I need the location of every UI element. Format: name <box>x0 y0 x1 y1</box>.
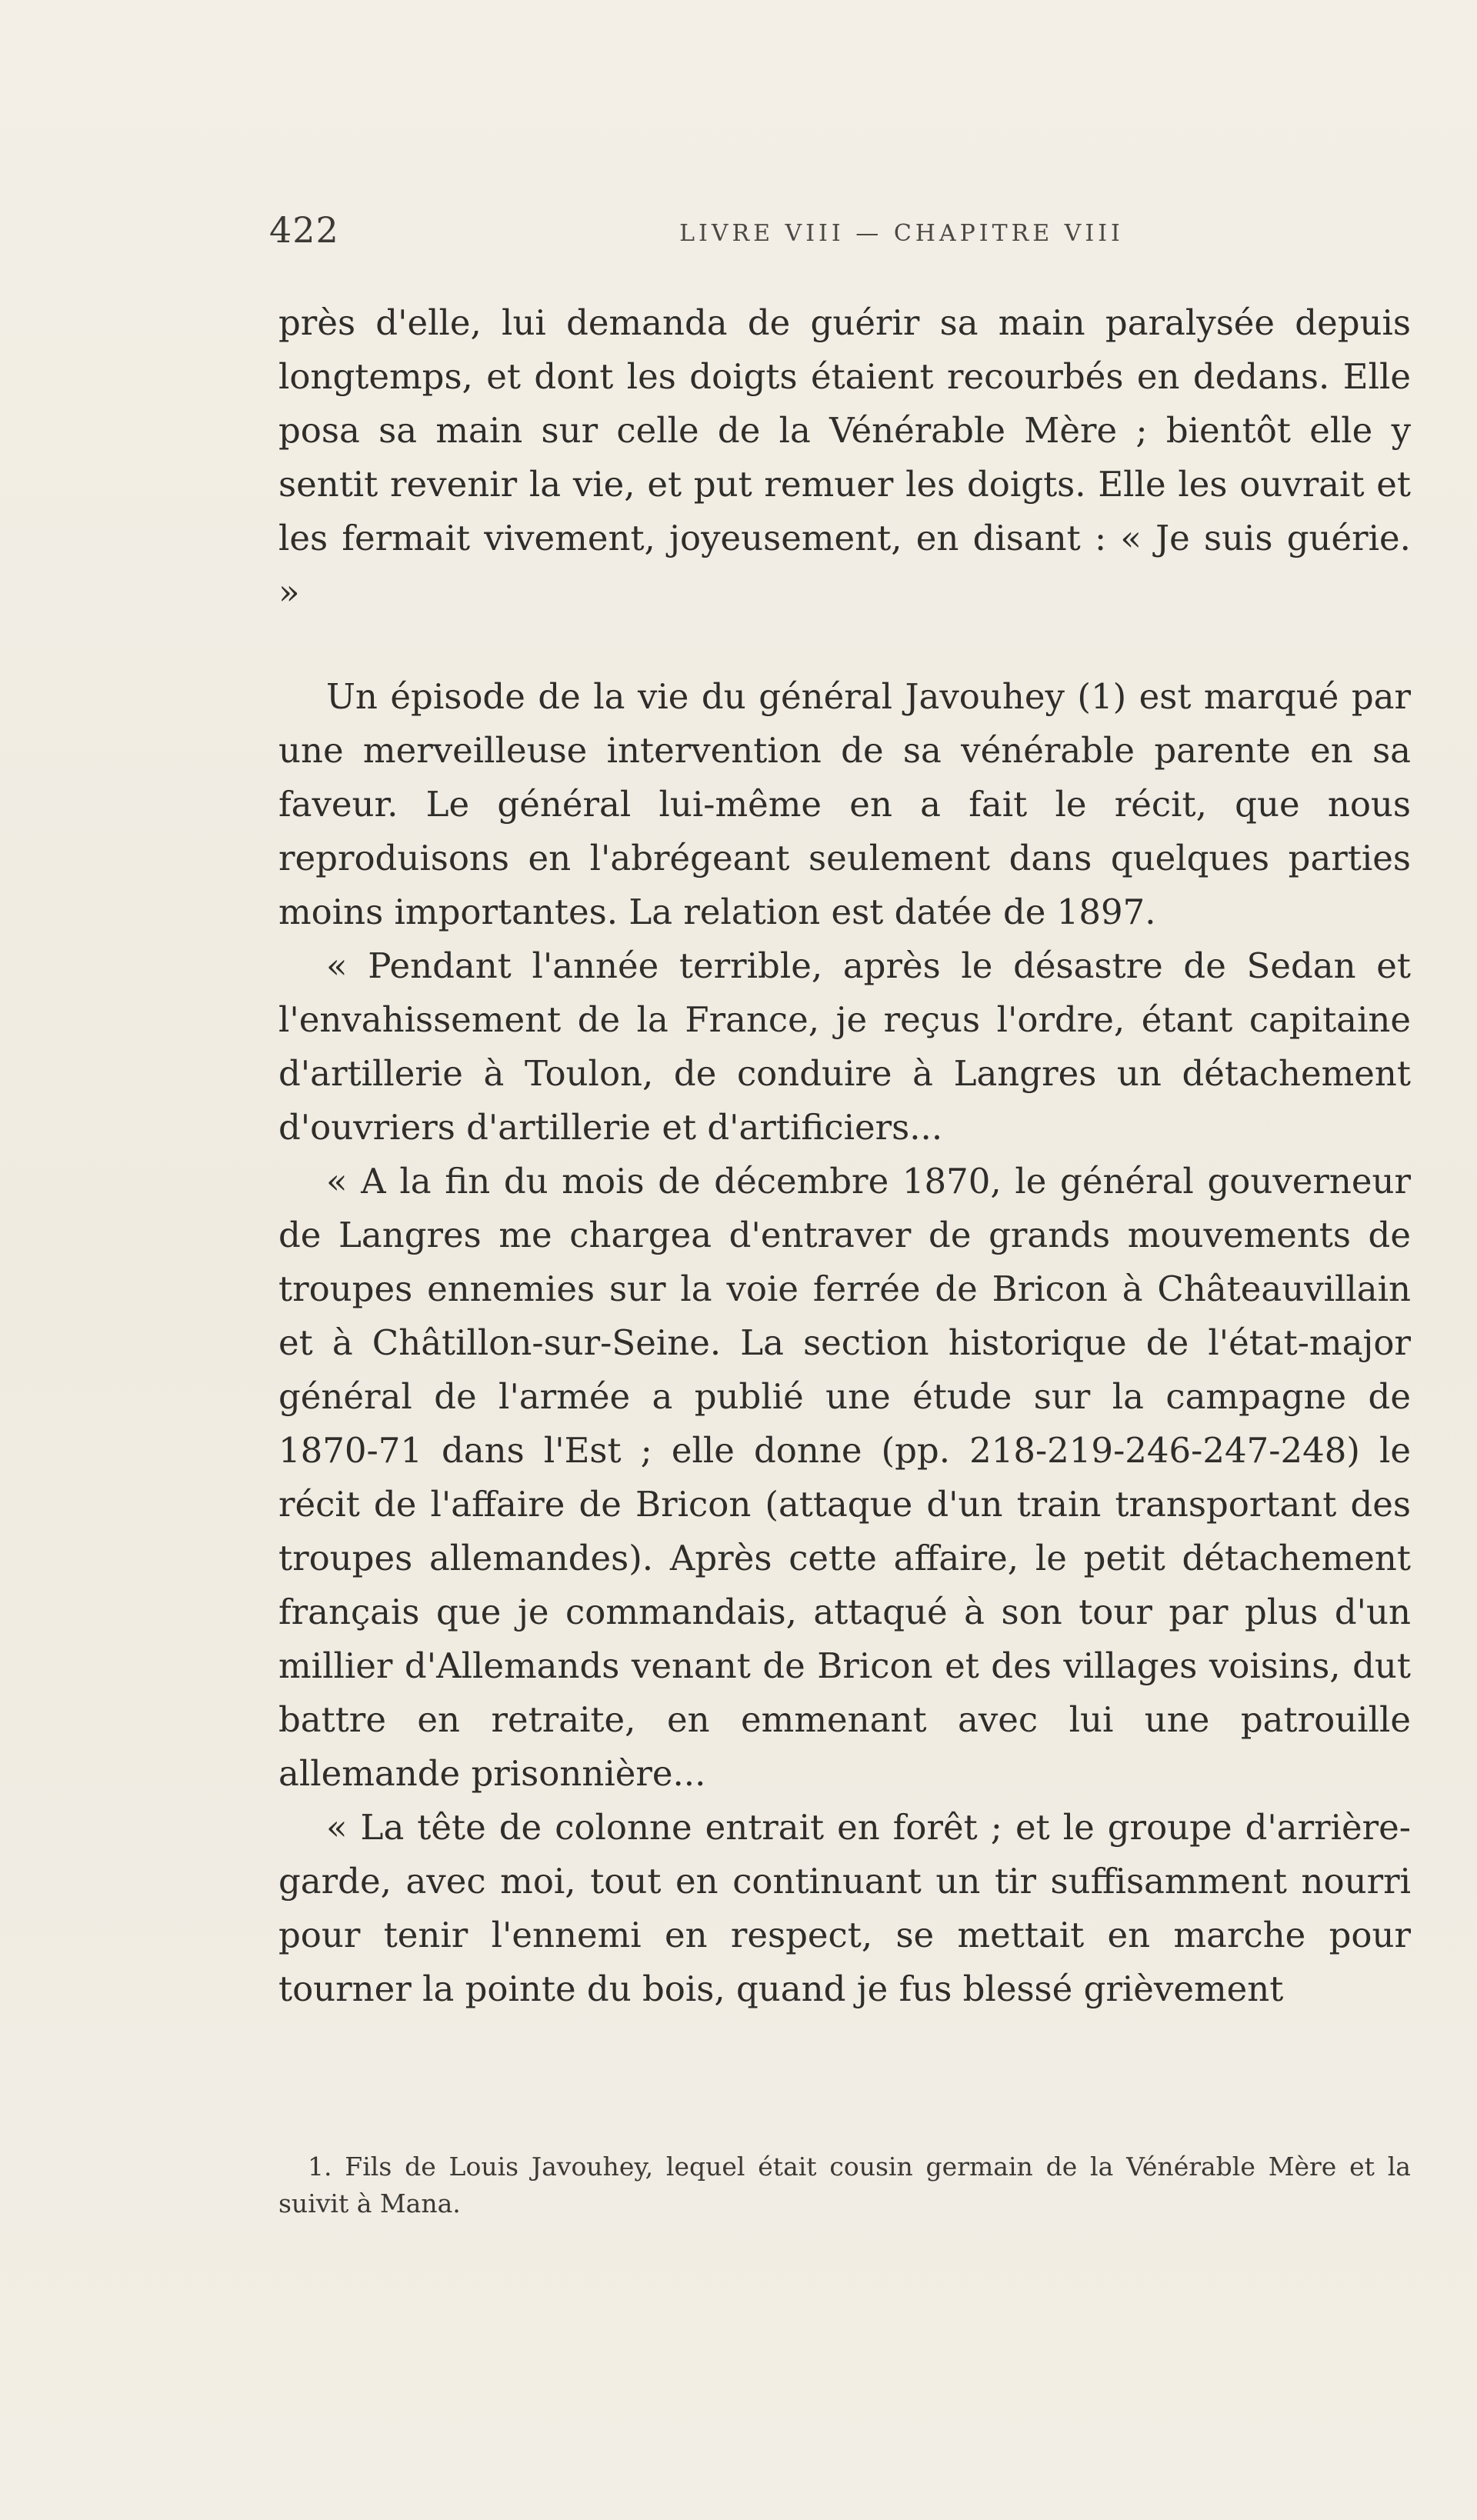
paragraph-episode-intro: Un épisode de la vie du général Javouhey (1) est marqué par une merveilleuse intervention de sa vénérable parente en sa faveur. Le général lui-même en a fait le récit, que nous reproduisons en l'abrégeant seulement dans quelques parties moins importantes. La relation est datée de 1897. <box>278 676 1411 932</box>
paragraph-quote-2: « A la fin du mois de décembre 1870, le général gouverneur de Langres me chargea d'entraver de grands mouvements de troupes ennemies sur la voie ferrée de Bricon à Châteauvillain et à Châtillon-sur-Seine. La section historique de l'état-major général de l'armée a publié une étude sur la campagne de 1870-71 dans l'Est ; elle donne (pp. 218-219-246-247-248) le récit de l'affaire de Bricon (attaque d'un train transportant des troupes allemandes). Après cette affaire, le petit détachement français que je commandais, attaqué à son tour par plus d'un millier d'Allemands venant de Bricon et des villages voisins, dut battre en retraite, en emmenant avec lui une patrouille allemande prisonnière... <box>278 1161 1411 1794</box>
paragraph-quote-3: « La tête de colonne entrait en forêt ; et le groupe d'arrière-garde, avec moi, tout en continuant un tir suffisamment nourri pour tenir l'ennemi en respect, se mettait en marche pour tourner la pointe du bois, quand je fus blessé grièvement <box>278 1807 1411 2009</box>
running-title: LIVRE VIII — CHAPITRE VIII <box>679 220 1124 247</box>
footnote: 1. Fils de Louis Javouhey, lequel était cousin germain de la Vénérable Mère et la suivit à Mana. <box>278 2152 1411 2218</box>
main-text <box>278 296 1411 2016</box>
page-header <box>269 206 1411 260</box>
section-gap <box>278 619 1411 670</box>
paragraph-continuation: près d'elle, lui demanda de guérir sa main paralysée depuis longtemps, et dont les doigts étaient recourbés en dedans. Elle posa sa main sur celle de la Vénérable Mère ; bientôt elle y sentit revenir la vie, et put remuer les doigts. Elle les ouvrait et les fermait vivement, joyeusement, en disant : « Je suis guérie. » <box>278 302 1411 612</box>
page-number: 422 <box>269 209 339 251</box>
paragraph-quote-1: « Pendant l'année terrible, après le désastre de Sedan et l'envahissement de la France, je reçus l'ordre, étant capitaine d'artillerie à Toulon, de conduire à Langres un détachement d'ouvriers d'artillerie et d'artificiers... <box>278 945 1411 1148</box>
